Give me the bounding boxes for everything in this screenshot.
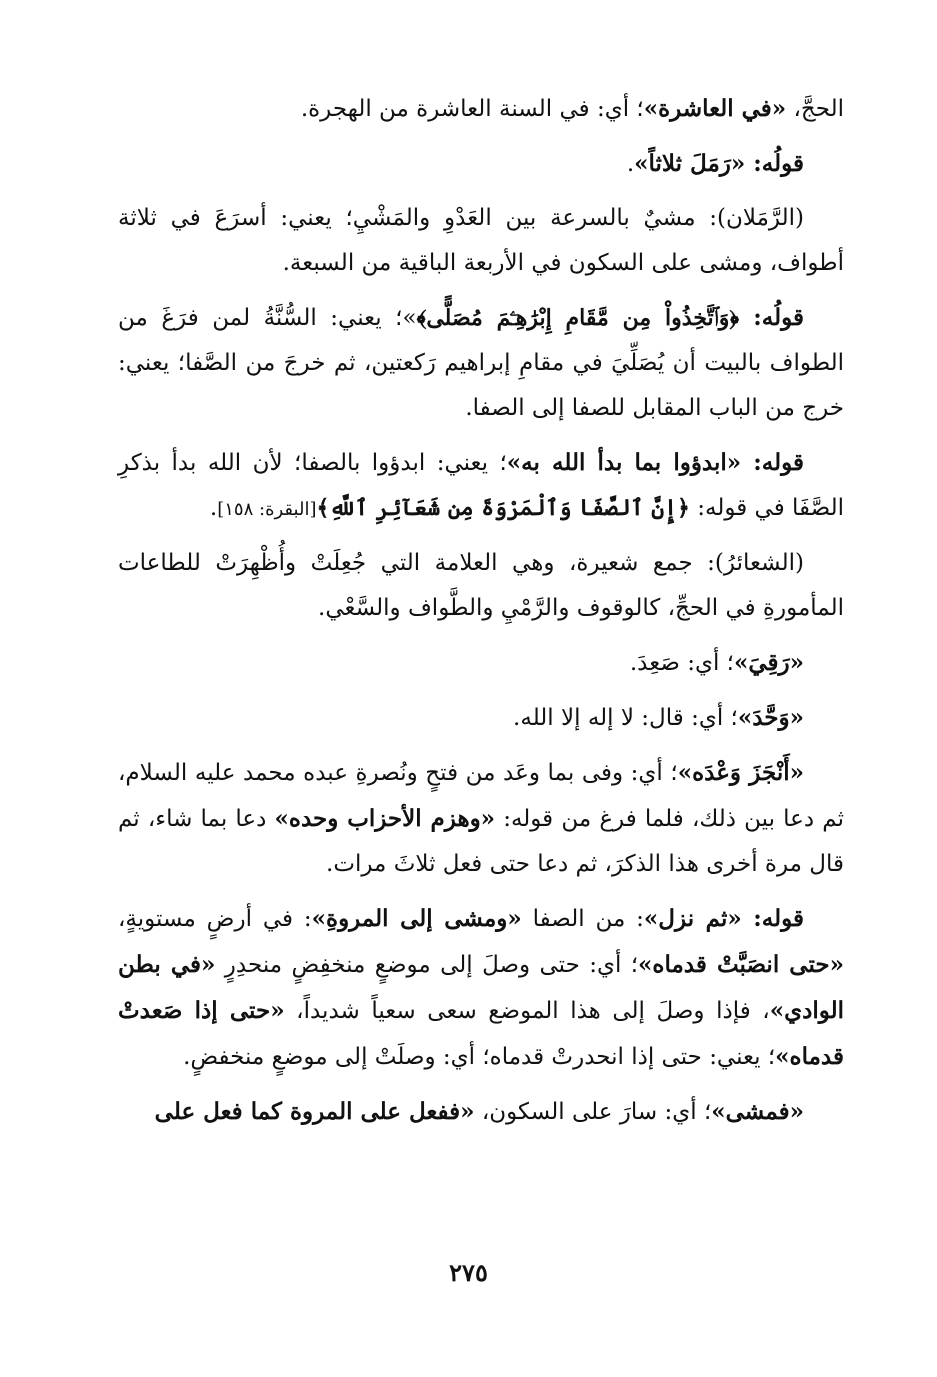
paragraph	[118, 1089, 844, 1135]
text-run: ؛ أي: حتى وصلَ إلى موضعٍ منخفِضٍ منحدِرٍ	[215, 952, 639, 978]
text-run: (الرَّمَلان): مشيٌ بالسرعة بين العَدْوِ والمَشْيِ؛ يعني: أسرَعَ في ثلاثة أطواف، ومشى على السكون في الأربعة الباقية من السبعة.	[118, 205, 844, 276]
text-run: ، فإذا وصلَ إلى هذا الموضع سعى سعياً شديداً،	[284, 998, 770, 1024]
paragraph	[118, 640, 844, 686]
bold-phrase: قولُه:	[739, 304, 804, 331]
bold-phrase: «أَنْجَزَ وَعْدَه»	[677, 759, 805, 786]
text-run: ؛ أي: قال: لا إله إلا الله.	[513, 705, 738, 731]
bold-phrase: «ففعل على المروة كما فعل على	[154, 1098, 475, 1125]
bold-phrase: قوله: «ابدؤوا بما بدأ الله به»	[506, 449, 804, 476]
text-run: الحجَّ،	[786, 96, 844, 122]
text-run: : في أرضٍ مستويةٍ،	[118, 906, 312, 932]
bold-phrase: قوله: «ثم نزل»	[643, 905, 805, 932]
bold-phrase: «فمشى»	[711, 1098, 804, 1125]
text-run: ؛ يعني: ابدؤوا بالصفا؛ لأن الله بدأ بذكرِ الصَّفَا في قوله:	[118, 450, 844, 521]
paragraph	[118, 141, 844, 187]
paragraph	[118, 695, 844, 741]
verse-reference: [البقرة: ١٥٨]	[217, 499, 317, 520]
bold-phrase: «حتى انصَبَّتْ قدماه»	[638, 951, 844, 978]
text-run: ؛ أي: صَعِدَ.	[629, 650, 734, 676]
bold-phrase: «رَقِيَ»	[733, 649, 804, 676]
text-run: (الشعائرُ): جمع شعيرة، وهي العلامة التي جُعِلَتْ وأُظْهِرَتْ للطاعات المأمورةِ في الحجِّ، كالوقوف والرَّمْيِ والطَّواف والسَّعْي.	[118, 550, 844, 621]
text-run: .	[626, 151, 635, 177]
bold-phrase: «وهزم الأحزاب وحده»	[274, 805, 496, 832]
bold-phrase: «وَحَّدَ»	[737, 704, 804, 731]
paragraph	[118, 896, 844, 1080]
paragraph	[118, 295, 844, 431]
paragraph	[118, 440, 844, 532]
bold-phrase: «حتى إذا صَعدتْ قدماه»	[118, 997, 844, 1070]
paragraph	[118, 86, 844, 132]
paragraph	[118, 196, 844, 286]
text-run: : من الصفا	[521, 906, 644, 932]
paragraph	[118, 541, 844, 631]
text-run: ؛ أي: في السنة العاشرة من الهجرة.	[300, 96, 644, 122]
text-run: »؛ يعني: السُّنَّةُ لمن فرَغَ من الطواف بالبيت أن يُصَلِّيَ في مقامِ إبراهيم رَكعتين، ثم خرجَ من الصَّفا؛ يعني: خرج من الباب المقابل للصفا إلى الصفا.	[118, 305, 844, 421]
bold-phrase: قولُه: «رَمَلَ ثلاثاً»	[634, 150, 804, 177]
page-number: ٢٧٥	[449, 1258, 488, 1287]
quran-verse: ﴿وَٱتَّخِذُواْ مِن مَّقَامِ إِبْرَٰهِـۧمَ مُصَلًّى﴾	[416, 305, 740, 331]
text-run: ؛ يعني: حتى إذا انحدرتْ قدماه؛ أي: وصلَتْ إلى موضعٍ منخفضٍ.	[183, 1044, 776, 1070]
text-run: .	[209, 495, 218, 521]
bold-phrase: «في العاشرة»	[643, 95, 787, 122]
text-run: دعا بما شاء، ثم قال مرة أخرى هذا الذكرَ، ثم دعا حتى فعل ثلاثَ مرات.	[118, 806, 844, 877]
page-body	[118, 86, 844, 1144]
text-run: ؛ أي: وفى بما وعَد من فتحٍ ونُصرةِ عبده محمد عليه السلام، ثم دعا بين ذلك، فلما فرغ من قوله:	[118, 760, 844, 832]
quran-verse: ﴿إِنَّ ٱلصَّفَا وَٱلْمَرْوَةَ مِن شَعَآئِرِ ٱللَّهِ﴾	[316, 495, 690, 521]
bold-phrase: «ومشى إلى المروةِ»	[311, 905, 522, 932]
bold-phrase: «في بطن الوادي»	[118, 951, 845, 1024]
text-run: ؛ أي: سارَ على السكون،	[474, 1099, 712, 1125]
paragraph	[118, 750, 844, 887]
